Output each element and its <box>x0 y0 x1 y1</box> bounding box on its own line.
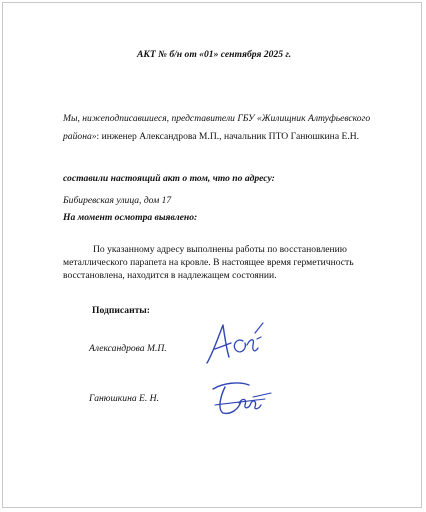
signature-1 <box>203 315 265 367</box>
signer-1-name: Александрова М.П. <box>89 343 167 354</box>
signatories-heading: Подписанты: <box>92 305 150 316</box>
signature-2 <box>209 375 275 419</box>
document-page <box>2 2 422 508</box>
address: Бибиревская улица, дом 17 <box>63 195 172 206</box>
intro-line-1 <box>63 113 370 125</box>
intro-line-2-italic: района» <box>63 131 97 142</box>
composed-line: составили настоящий акт о том, что по адресу: <box>63 173 275 184</box>
intro-line-2 <box>63 131 359 143</box>
intro-line-2-rest: : инженер Александрова М.П., начальник ПТО Ганюшкина Е.Н. <box>96 131 360 142</box>
signer-2-name: Ганюшкина Е. Н. <box>89 393 160 404</box>
body-line-2: металлического парапета на кровле. В настоящее время герметичность <box>63 257 354 268</box>
intro-line-1-text: Мы, нижеподписавшиеся, представители ГБУ «Жилищник Алтуфьевского <box>63 113 371 124</box>
inspection-heading: На момент осмотра выявлено: <box>63 212 198 223</box>
act-title: АКТ № б/н от «01» сентября 2025 г. <box>137 49 292 60</box>
body-line-1: По указанному адресу выполнены работы по восстановлению <box>93 244 347 255</box>
body-line-3: восстановлена, находится в надлежащем состоянии. <box>63 270 277 281</box>
